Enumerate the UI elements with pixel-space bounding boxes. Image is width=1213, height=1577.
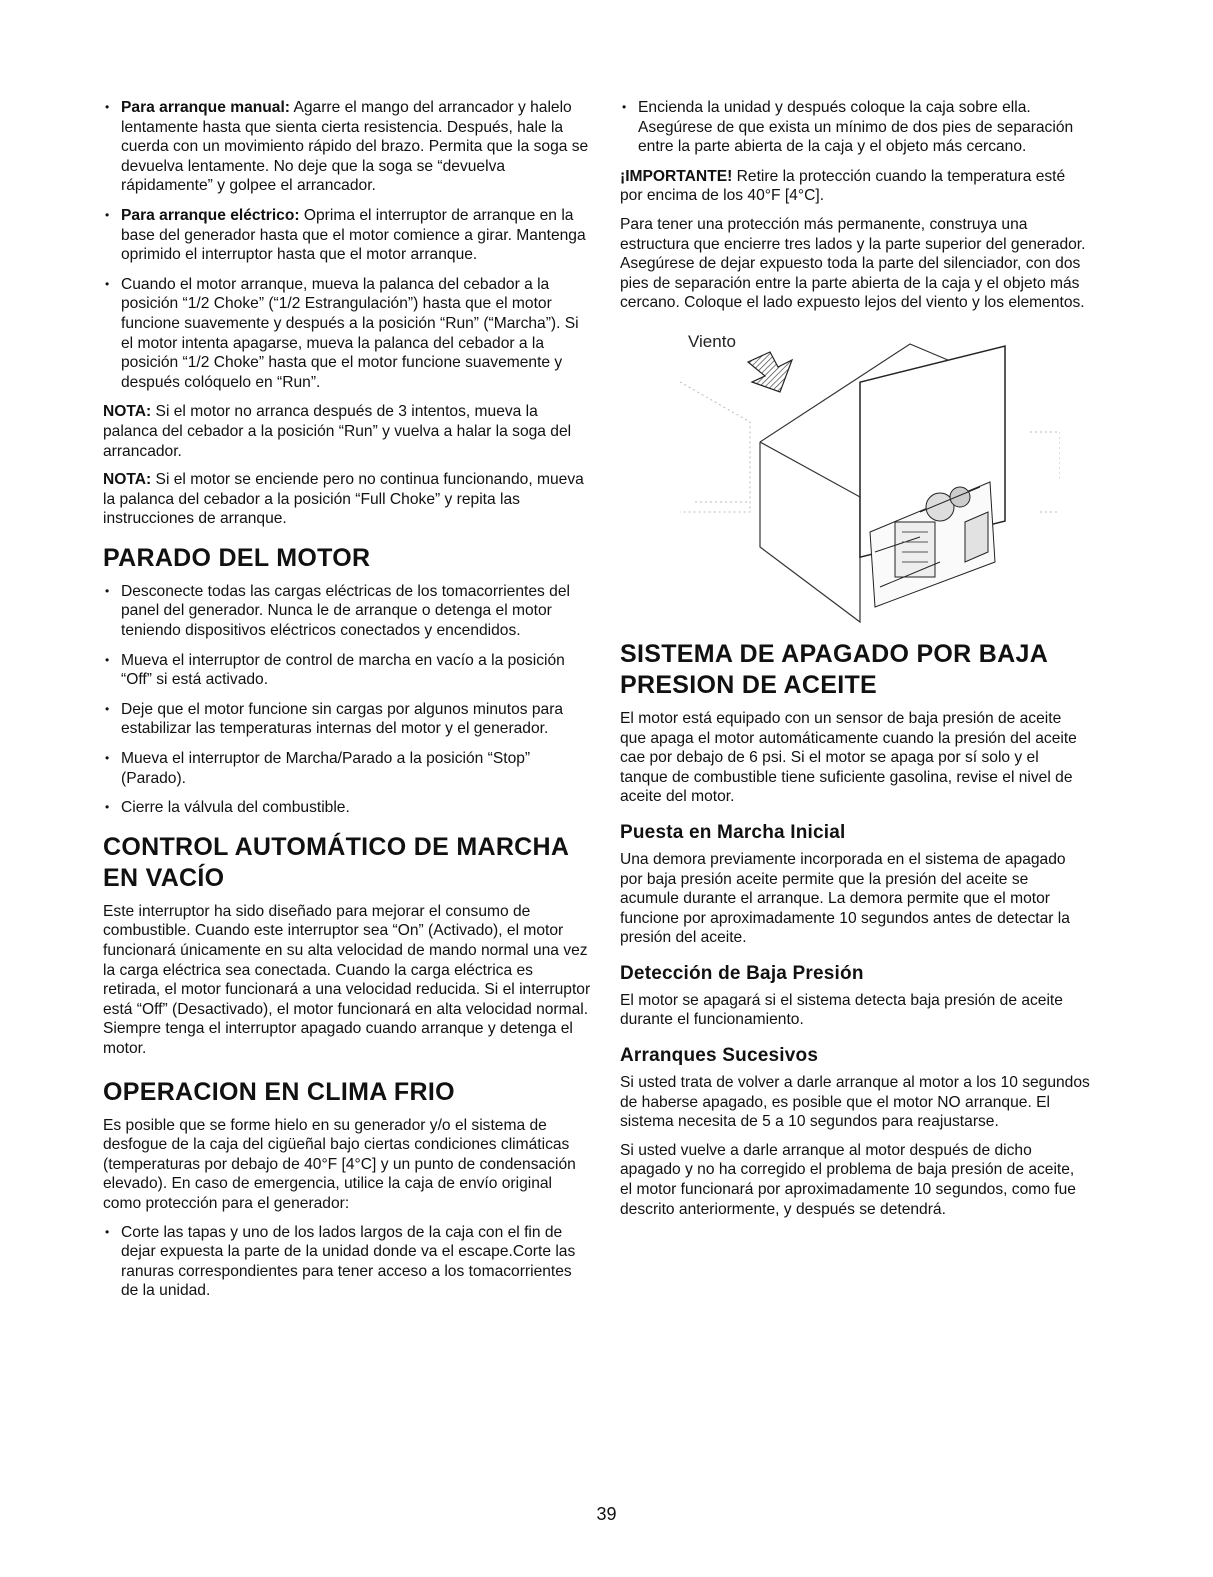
body-paragraph: Una demora previamente incorporada en el sistema de apagado por baja presión aceite permite que la presión del aceite se acumule durante el arranque. La demora permite que el motor funcione por aproximadamente 10 segundos antes de detectar la presión del aceite.	[620, 850, 1070, 947]
parado-list	[103, 582, 593, 818]
body-paragraph: Si usted trata de volver a darle arranque al motor a los 10 segundos de haberse apagado, es posible que el motor NO arranque. El sistema necesita de 5 a 10 segundos para reajustarse.	[620, 1074, 1090, 1131]
subsection-heading-puesta: Puesta en Marcha Inicial	[620, 821, 846, 843]
body-paragraph: Si usted vuelve a darle arranque al motor después de dicho apagado y no ha corregido el problema de baja presión de aceite, el motor funcionará por aproximadamente 10 segundos, como fue descrito anteriormente, y después se detendrá.	[620, 1141, 1076, 1218]
section-heading-control: CONTROL AUTOMÁTICO DE MARCHA EN VACÍO	[103, 832, 569, 892]
list-item: • Encienda la unidad y después coloque la caja sobre ella. Asegúrese de que exista un mínimo de dos pies de separación entre la parte abierta de la caja y el objeto más cercano.	[620, 98, 1090, 157]
subsection-heading-deteccion: Detección de Baja Presión	[620, 962, 864, 984]
left-column	[103, 98, 593, 1311]
list-item: • Corte las tapas y uno de los lados largos de la caja con el fin de dejar expuesta la parte de la unidad donde va el escape.Corte las ranuras correspondientes para tener acceso a los tomacorrientes de la unidad.	[103, 1223, 593, 1301]
generator-illustration	[620, 322, 1060, 627]
subsection-heading-arranques: Arranques Sucesivos	[620, 1045, 819, 1067]
section-heading-sistema: SISTEMA DE APAGADO POR BAJA PRESION DE ACEITE	[620, 639, 1048, 699]
list-item: • Para arranque manual: Agarre el mango del arrancador y halelo lentamente hasta que sienta cierta resistencia. Después, hale la cuerda con un movimiento rápido del brazo. Permita que la soga se devuelva lentamente. No deje que la soga se “devuelva rápidamente” y golpee el arrancador.	[103, 98, 593, 196]
frio-list	[103, 1223, 593, 1301]
body-paragraph: El motor está equipado con un sensor de baja presión de aceite que apaga el motor automáticamente cuando la presión del aceite cae por debajo de 6 psi. Si el motor se apaga por sí solo y el tanque de combustible tiene suficiente gasolina, revise el nivel de aceite del motor.	[620, 709, 1077, 806]
section-heading-parado: PARADO DEL MOTOR	[103, 543, 371, 572]
list-item: • Mueva el interruptor de Marcha/Parado a la posición “Stop” (Parado).	[103, 749, 593, 788]
list-item: • Cuando el motor arranque, mueva la palanca del cebador a la posición “1/2 Choke” (“1/2 Estrangulación”) hasta que el motor funcione suavemente y después a la posición “Run” (“Marcha”). Si el motor intenta apagarse, mueva la palanca del cebador a la posición “1/2 Choke” hasta que el motor funcione suavemente y después colóquelo en “Run”.	[103, 275, 593, 393]
list-item: • Para arranque eléctrico: Oprima el interruptor de arranque en la base del generador hasta que el motor comience a girar. Mantenga oprimido el interruptor hasta que el motor arranque.	[103, 206, 593, 265]
right-column	[620, 98, 1090, 1228]
page-number: 39	[596, 1504, 617, 1524]
list-item: • Mueva el interruptor de control de marcha en vacío a la posición “Off” si está activado.	[103, 651, 593, 690]
list-item: • Desconecte todas las cargas eléctricas de los tomacorrientes del panel del generador. Nunca le de arranque o detenga el motor teniendo dispositivos eléctricos conectados y encendidos.	[103, 582, 593, 641]
important-paragraph: ¡IMPORTANTE! Retire la protección cuando la temperatura esté por encima de los 40°F [4°C].	[620, 167, 1066, 205]
generator-box-figure	[620, 322, 1060, 627]
figure-label-viento: Viento	[688, 331, 736, 351]
list-item: • Cierre la válvula del combustible.	[103, 798, 593, 818]
list-item: • Deje que el motor funcione sin cargas por algunos minutos para estabilizar las temperaturas internas del motor y el generador.	[103, 700, 593, 739]
body-paragraph: El motor se apagará si el sistema detecta baja presión de aceite durante el funcionamiento.	[620, 991, 1063, 1029]
body-paragraph: Es posible que se forme hielo en su generador y/o el sistema de desfogue de la caja del cigüeñal bajo ciertas condiciones climáticas (temperaturas por debajo de 40°F [4°C] y un punto de condensación elevado). En caso de emergencia, utilice la caja de envío original como protección para el generador:	[103, 1116, 576, 1212]
note-paragraph: NOTA: Si el motor se enciende pero no continua funcionando, mueva la palanca del cebador a la posición “Full Choke” y repita las instrucciones de arranque.	[103, 471, 584, 528]
body-paragraph: Este interruptor ha sido diseñado para mejorar el consumo de combustible. Cuando este interruptor sea “On” (Activado), el motor funcionará únicamente en su alta velocidad de mando normal una vez la carga eléctrica sea conectada. Cuando la carga eléctrica es retirada, el motor funcionará a una velocidad reducida. Si el interruptor está “Off” (Desactivado), el motor funcionará en alta velocidad normal. Siempre tenga el interruptor apagado cuando arranque y detenga el motor.	[103, 902, 591, 1057]
note-paragraph: NOTA: Si el motor no arranca después de 3 intentos, mueva la palanca del cebador a la posición “Run” y vuelva a halar la soga del arrancador.	[103, 403, 572, 460]
body-paragraph: Para tener una protección más permanente, construya una estructura que encierre tres lados y la parte superior del generador. Asegúrese de dejar expuesto toda la parte del silenciador, con dos pies de separación entre la parte abierta de la caja y el objeto más cercano. Coloque el lado expuesto lejos del viento y los elementos.	[620, 215, 1086, 312]
start-list	[103, 98, 593, 392]
frio-list-continued	[620, 98, 1090, 157]
section-heading-frio: OPERACION EN CLIMA FRIO	[103, 1077, 455, 1106]
